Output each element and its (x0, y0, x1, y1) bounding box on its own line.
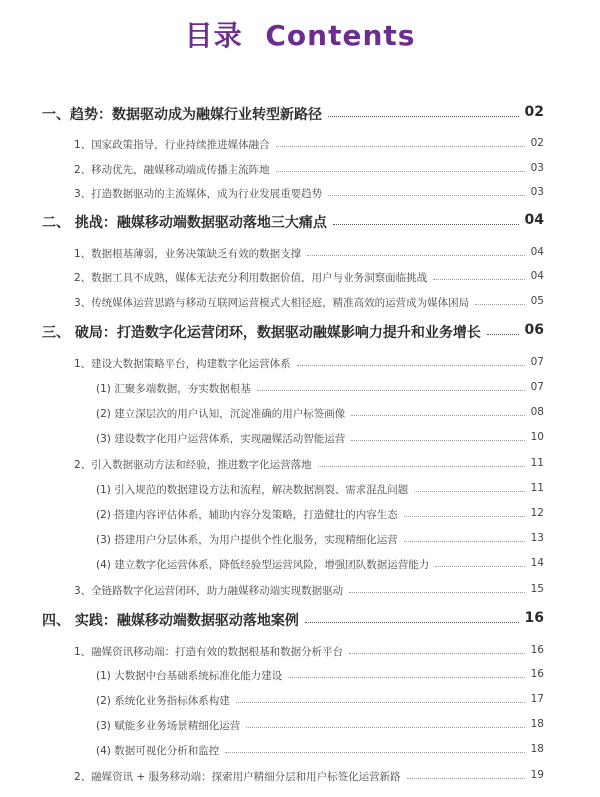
toc-entry-label: 三、 破局：打造数字化运营闭环，数据驱动融媒影响力提升和业务增长 (42, 325, 481, 341)
toc-leader-dots (297, 364, 525, 366)
toc-entry-page: 16 (530, 668, 544, 680)
toc-entry-label: (1) 大数据中台基础系统标准化能力建设 (96, 670, 283, 682)
toc-entry-page: 11 (530, 457, 544, 469)
toc-entry-label: 1、国家政策指导，行业持续推进媒体融合 (74, 139, 270, 151)
toc-entry-page: 03 (530, 186, 544, 198)
toc-leader-dots (236, 701, 525, 703)
toc-entry[interactable] (0, 454, 600, 474)
toc-entry-page: 15 (530, 583, 544, 595)
toc-entry-label: (1) 汇聚多端数据，夯实数据根基 (96, 383, 251, 395)
toc-entry[interactable] (0, 267, 600, 287)
toc-entry-label: (1) 引入规范的数据建设方法和流程，解决数据割裂、需求混乱问题 (96, 484, 409, 496)
toc-leader-dots (246, 726, 525, 728)
toc-entry-page: 18 (530, 718, 544, 730)
toc-entry-page: 16 (524, 610, 544, 626)
toc-leader-dots (276, 170, 525, 172)
toc-entry-label: 四、 实践：融媒移动端数据驱动落地案例 (42, 613, 299, 629)
toc-leader-dots (349, 591, 525, 593)
toc-entry-page: 02 (524, 104, 544, 120)
toc-entry-label: 二、 挑战：融媒移动端数据驱动落地三大痛点 (42, 215, 327, 231)
toc-entry-page: 07 (530, 381, 544, 393)
toc-entry-label: 2、融媒资讯 + 服务移动端：探索用户精细分层和用户标签化运营新路 (74, 771, 401, 783)
toc-entry[interactable] (0, 322, 600, 342)
toc-entry[interactable] (0, 159, 600, 179)
toc-entry-label: (2) 系统化业务指标体系构建 (96, 695, 230, 707)
toc-entry[interactable] (0, 665, 600, 685)
toc-leader-dots (328, 115, 519, 117)
toc-entry[interactable] (0, 690, 600, 710)
toc-leader-dots (257, 389, 525, 391)
toc-leader-dots (351, 439, 525, 441)
toc-entry-page: 12 (530, 507, 544, 519)
toc-leader-dots (404, 540, 525, 542)
toc-entry-label: 2、移动优先，融媒移动端成传播主流阵地 (74, 164, 270, 176)
toc-entry-label: 3、全链路数字化运营闭环，助力融媒移动端实现数据驱动 (74, 585, 344, 597)
toc-entry[interactable] (0, 104, 600, 124)
toc-entry-page: 17 (530, 693, 544, 705)
toc-entry[interactable] (0, 529, 600, 549)
toc-entry-page: 08 (530, 406, 544, 418)
toc-leader-dots (333, 223, 519, 225)
toc-entry[interactable] (0, 715, 600, 735)
toc-entry-label: (3) 搭建用户分层体系，为用户提供个性化服务，实现精细化运营 (96, 534, 398, 546)
title-en: Contents (265, 19, 416, 52)
toc-entry-label: 1、融媒资讯移动端：打造有效的数据根基和数据分析平台 (74, 646, 344, 658)
toc-leader-dots (351, 414, 525, 416)
toc-leader-dots (225, 751, 525, 753)
toc-leader-dots (328, 194, 525, 196)
toc-entry-label: (3) 建设数字化用户运营体系，实现融媒活动智能运营 (96, 433, 346, 445)
toc-entry-label: 1、建设大数据策略平台，构建数字化运营体系 (74, 358, 291, 370)
toc-leader-dots (435, 565, 525, 567)
toc-entry-page: 19 (530, 769, 544, 781)
toc-entry-label: 2、引入数据驱动方法和经验，推进数字化运营落地 (74, 459, 312, 471)
toc-entry[interactable] (0, 243, 600, 263)
toc-entry-page: 05 (530, 295, 544, 307)
toc-entry[interactable] (0, 580, 600, 600)
toc-entry[interactable] (0, 403, 600, 423)
toc-entry[interactable] (0, 134, 600, 154)
toc-leader-dots (475, 303, 525, 305)
toc-leader-dots (414, 490, 525, 492)
toc-entry[interactable] (0, 479, 600, 499)
toc-entry[interactable] (0, 212, 600, 232)
toc-leader-dots (307, 254, 525, 256)
toc-leader-dots (288, 676, 525, 678)
toc-leader-dots (407, 777, 525, 779)
toc-entry[interactable] (0, 183, 600, 203)
toc-leader-dots (433, 278, 525, 280)
toc-entry-page: 04 (530, 246, 544, 258)
toc-entry[interactable] (0, 353, 600, 373)
toc-entry-page: 06 (524, 322, 544, 338)
toc-entry-label: (4) 数据可视化分析和监控 (96, 745, 220, 757)
toc-entry[interactable] (0, 504, 600, 524)
toc-entry[interactable] (0, 428, 600, 448)
toc-leader-dots (349, 652, 525, 654)
toc-leader-dots (305, 621, 519, 623)
toc-leader-dots (318, 465, 525, 467)
toc-entry-page: 13 (530, 532, 544, 544)
toc-entry[interactable] (0, 554, 600, 574)
toc-entry-page: 16 (530, 644, 544, 656)
toc-entry-page: 02 (530, 137, 544, 149)
toc-entry-page: 18 (530, 743, 544, 755)
toc-leader-dots (276, 145, 525, 147)
toc-entry-page: 10 (530, 431, 544, 443)
toc-entry-label: (4) 建立数字化运营体系，降低经验型运营风险，增强团队数据运营能力 (96, 559, 430, 571)
toc-leader-dots (404, 515, 525, 517)
toc-entry-page: 04 (530, 270, 544, 282)
toc-entry-page: 07 (530, 356, 544, 368)
toc-entry[interactable] (0, 740, 600, 760)
toc-entry[interactable] (0, 766, 600, 786)
toc-entry-page: 04 (524, 212, 544, 228)
toc-entry[interactable] (0, 641, 600, 661)
toc-entry-label: (2) 搭建内容评估体系，辅助内容分发策略，打造健壮的内容生态 (96, 509, 398, 521)
title-cn: 目录 (184, 19, 243, 52)
toc-entry-label: 3、打造数据驱动的主流媒体，成为行业发展重要趋势 (74, 188, 323, 200)
toc-entry-label: 一、趋势：数据驱动成为融媒行业转型新路径 (42, 107, 322, 123)
toc-entry-page: 14 (530, 557, 544, 569)
toc-leader-dots (487, 333, 519, 335)
toc-entry-label: 1、数据根基薄弱，业务决策缺乏有效的数据支撑 (74, 248, 302, 260)
toc-entry[interactable] (0, 292, 600, 312)
toc-entry-page: 03 (530, 162, 544, 174)
toc-entry-page: 11 (530, 482, 544, 494)
toc-entry[interactable] (0, 610, 600, 630)
toc-entry-label: 3、传统媒体运营思路与移动互联网运营模式大相径庭，精准高效的运营成为媒体困局 (74, 297, 470, 309)
toc-entry[interactable] (0, 378, 600, 398)
toc-entry-label: 2、数据工具不成熟，媒体无法充分利用数据价值，用户与业务洞察面临挑战 (74, 272, 428, 284)
page-title (0, 14, 600, 54)
toc-entry-label: (2) 建立深层次的用户认知，沉淀准确的用户标签画像 (96, 408, 346, 420)
toc-entry-label: (3) 赋能多业务场景精细化运营 (96, 720, 241, 732)
